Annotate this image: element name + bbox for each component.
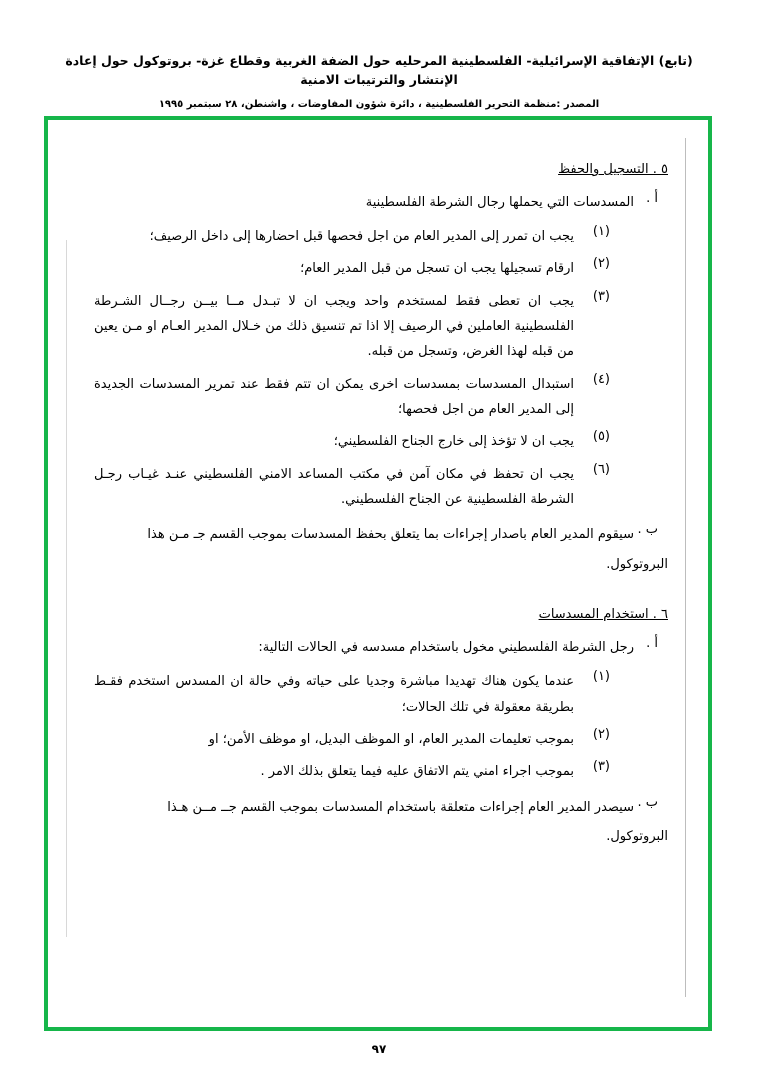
list-item: [94, 372, 668, 423]
list-item: [94, 522, 668, 547]
list-text: ارقام تسجيلها يجب ان تسجل من قبل المدير العام؛: [300, 261, 574, 277]
list-text: بموجب اجراء امني يتم الاتفاق عليه فيما يتعلق بذلك الامر .: [260, 764, 574, 780]
list-item: [94, 727, 668, 752]
list-marker: (٤): [592, 371, 610, 387]
list-marker: (٥): [592, 429, 610, 445]
list-marker: (٢): [592, 726, 610, 742]
list-text: سيقوم المدير العام باصدار إجراءات بما يتعلق بحفظ المسدسات بموجب القسم جـ مـن هذا: [147, 527, 634, 543]
list-text: المسدسات التي يحملها رجال الشرطة الفلسطينية: [365, 195, 634, 210]
list-text: سيصدر المدير العام إجراءات متعلقة باستخدام المسدسات بموجب القسم جــ مــن هـذا: [167, 799, 634, 815]
list-marker: ب .: [637, 522, 658, 538]
list-marker: (٦): [592, 461, 610, 477]
list-text: استبدال المسدسات بمسدسات اخرى يمكن ان تتم فقط عند تمرير المسدسات الجديدة إلى المدير العام من اجل فحصها؛: [94, 376, 574, 418]
green-content-frame: [44, 116, 712, 1031]
paragraph-continuation: البروتوكول.: [606, 556, 668, 572]
list-text: عندما يكون هناك تهديدا مباشرة وجديا على حياته وفي حالة ان المسدس استخدم فقـط بطريقة معقولة في تلك الحالات؛: [94, 674, 574, 715]
section-use-of-pistols: [94, 607, 668, 849]
list-marker: أ .: [646, 636, 658, 652]
list-text: يجب ان تعطى فقط لمستخدم واحد ويجب ان لا تبـدل مــا بيــن رجــال الشـرطة الفلسطينية العاملين في الرصيف إلا اذا تم تنسيق ذلك من خـلال المدير العـام او مـن يعين من قبله لهذا الغرض، وتسجل من قبله.: [94, 293, 574, 360]
list-item: [94, 191, 668, 215]
list-item: [94, 462, 668, 513]
list-marker: (٣): [592, 759, 610, 775]
section-heading-5: ٥ . التسجيل والحفظ: [558, 162, 668, 177]
list-item: [94, 795, 668, 820]
header-source: المصدر :منظمة التحرير الفلسطينية ، دائرة شؤون المفاوضات ، واشنطن، ٢٨ سبتمبر ١٩٩٥: [158, 98, 600, 110]
list-text: رجل الشرطة الفلسطيني مخول باستخدام مسدسه في الحالات التالية:: [258, 640, 634, 656]
list-marker: ب .: [637, 794, 658, 810]
list-item: [94, 429, 668, 454]
list-marker: (٢): [592, 256, 610, 272]
list-item: [94, 759, 668, 784]
list-item: [94, 636, 668, 660]
document-body: [48, 120, 708, 1027]
list-item: [94, 224, 668, 249]
list-marker: أ .: [646, 191, 658, 206]
list-item: [94, 289, 668, 365]
list-text: يجب ان تمرر إلى المدير العام من اجل فحصها قبل احضارها إلى داخل الرصيف؛: [149, 229, 574, 245]
document-header: [0, 0, 758, 110]
list-text: بموجب تعليمات المدير العام، او الموظف البديل، او موظف الأمن؛ او: [208, 731, 574, 747]
header-title: (تابع) الإتفاقية الإسرائيلية- الفلسطينية المرحليه حول الضفة الغربية وقطاع غزة- بروتوكول حول إعادة الإنتشار والترتيبات الامنية: [65, 53, 693, 87]
list-marker: (٣): [592, 288, 610, 304]
paragraph-continuation: البروتوكول.: [606, 828, 668, 844]
list-marker: (١): [592, 669, 610, 685]
list-text: يجب ان تحفظ في مكان آمن في مكتب المساعد الامني الفلسطيني عنـد غيـاب رجـل الشرطة الفلسطينية عن الجناح الفلسطيني.: [94, 466, 574, 508]
section-registration: [94, 162, 668, 577]
list-item: [94, 669, 668, 720]
page-number: ٩٧: [371, 1042, 387, 1056]
list-item: [94, 256, 668, 281]
list-text: يجب ان لا تؤخذ إلى خارج الجناح الفلسطيني؛: [333, 434, 574, 450]
list-marker: (١): [592, 224, 610, 240]
section-heading-6: ٦ . استخدام المسدسات: [538, 607, 668, 623]
